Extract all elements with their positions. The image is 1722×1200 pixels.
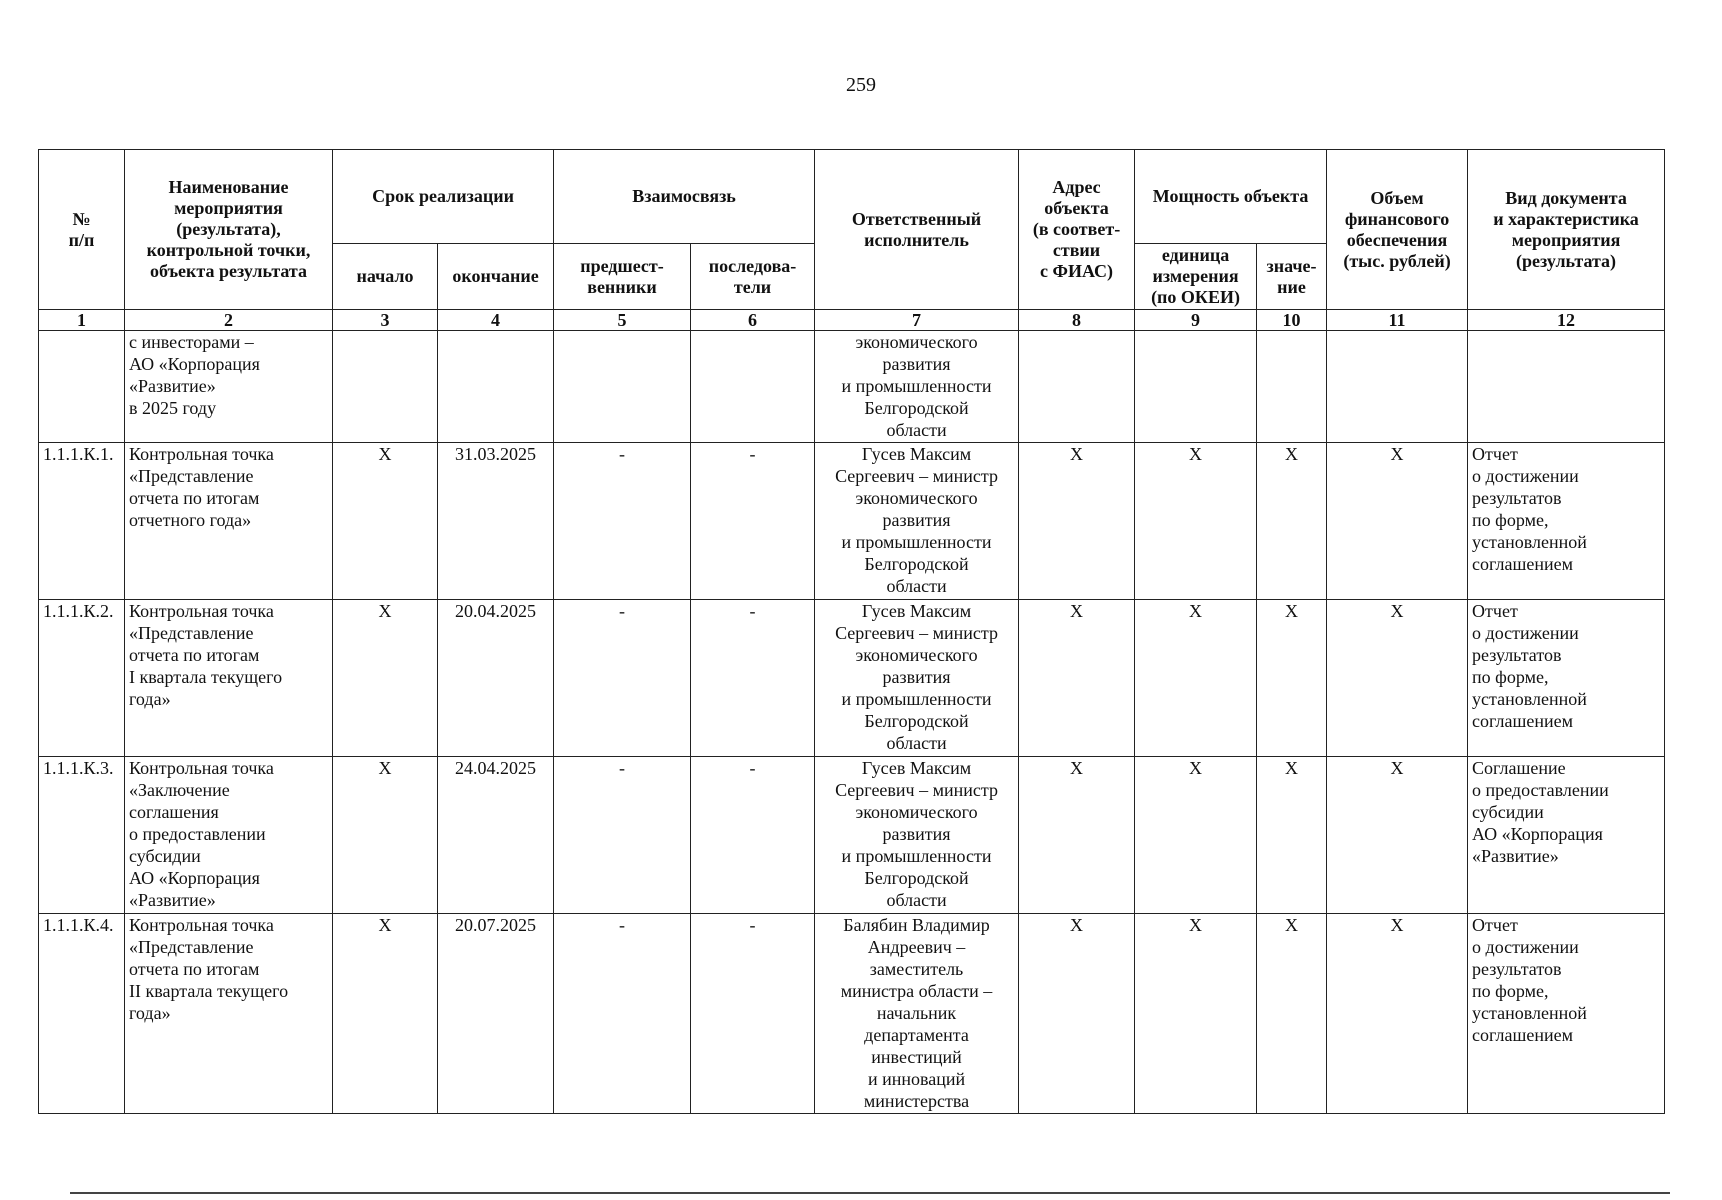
header-unit: единица измерения (по ОКЕИ) bbox=[1135, 244, 1257, 310]
cell-num: 1.1.1.К.4. bbox=[39, 914, 125, 1114]
cell-doc: Отчет о достижении результатов по форме, установленной соглашением bbox=[1468, 600, 1665, 757]
cell-unit bbox=[1135, 331, 1257, 443]
column-number: 11 bbox=[1327, 310, 1468, 331]
cell-successors: - bbox=[691, 443, 815, 600]
column-number: 6 bbox=[691, 310, 815, 331]
cell-executor: Гусев Максим Сергеевич – министр экономического развития и промышленности Белгородской области bbox=[815, 443, 1019, 600]
cell-end: 31.03.2025 bbox=[438, 443, 554, 600]
cell-unit: X bbox=[1135, 757, 1257, 914]
cell-finance: X bbox=[1327, 600, 1468, 757]
cell-predecessors: - bbox=[554, 757, 691, 914]
cell-finance: X bbox=[1327, 914, 1468, 1114]
cell-start: X bbox=[333, 600, 438, 757]
column-number: 5 bbox=[554, 310, 691, 331]
cell-value: X bbox=[1257, 914, 1327, 1114]
column-number: 7 bbox=[815, 310, 1019, 331]
header-address: Адрес объекта (в соответ- ствии с ФИАС) bbox=[1019, 150, 1135, 310]
cell-num: 1.1.1.К.1. bbox=[39, 443, 125, 600]
cell-start: X bbox=[333, 757, 438, 914]
header-predecessors: предшест- венники bbox=[554, 244, 691, 310]
cell-start: X bbox=[333, 443, 438, 600]
cell-doc: Отчет о достижении результатов по форме, установленной соглашением bbox=[1468, 443, 1665, 600]
page-number: 259 bbox=[846, 74, 876, 96]
cell-executor: Гусев Максим Сергеевич – министр экономического развития и промышленности Белгородской области bbox=[815, 757, 1019, 914]
cell-unit: X bbox=[1135, 443, 1257, 600]
cell-name: Контрольная точка «Заключение соглашения о предоставлении субсидии АО «Корпорация «Развитие» bbox=[125, 757, 333, 914]
header-capacity: Мощность объекта bbox=[1135, 150, 1327, 244]
cell-num: 1.1.1.К.3. bbox=[39, 757, 125, 914]
cell-unit: X bbox=[1135, 914, 1257, 1114]
header-term-end: окончание bbox=[438, 244, 554, 310]
header-term-start: начало bbox=[333, 244, 438, 310]
cell-predecessors: - bbox=[554, 443, 691, 600]
header-finance: Объем финансового обеспечения (тыс. рублей) bbox=[1327, 150, 1468, 310]
column-number: 8 bbox=[1019, 310, 1135, 331]
column-number: 4 bbox=[438, 310, 554, 331]
cell-executor: Гусев Максим Сергеевич – министр экономического развития и промышленности Белгородской области bbox=[815, 600, 1019, 757]
cell-start: X bbox=[333, 914, 438, 1114]
cell-doc: Соглашение о предоставлении субсидии АО «Корпорация «Развитие» bbox=[1468, 757, 1665, 914]
cell-value: X bbox=[1257, 443, 1327, 600]
header-name: Наименование мероприятия (результата), контрольной точки, объекта результата bbox=[125, 150, 333, 310]
header-num: № п/п bbox=[39, 150, 125, 310]
cell-end bbox=[438, 331, 554, 443]
column-number-row bbox=[39, 310, 1665, 331]
cell-name: с инвесторами – АО «Корпорация «Развитие» в 2025 году bbox=[125, 331, 333, 443]
table-header bbox=[39, 150, 1665, 331]
cell-value: X bbox=[1257, 757, 1327, 914]
cell-executor: Балябин Владимир Андреевич – заместитель министра области – начальник департамента инвестиций и инноваций министерства bbox=[815, 914, 1019, 1114]
cell-name: Контрольная точка «Представление отчета по итогам I квартала текущего года» bbox=[125, 600, 333, 757]
column-number: 2 bbox=[125, 310, 333, 331]
table-row bbox=[39, 757, 1665, 914]
cell-finance: X bbox=[1327, 443, 1468, 600]
cell-predecessors: - bbox=[554, 600, 691, 757]
cell-successors bbox=[691, 331, 815, 443]
cell-address: X bbox=[1019, 443, 1135, 600]
cell-doc: Отчет о достижении результатов по форме, установленной соглашением bbox=[1468, 914, 1665, 1114]
cell-end: 24.04.2025 bbox=[438, 757, 554, 914]
cell-address: X bbox=[1019, 600, 1135, 757]
table-row bbox=[39, 914, 1665, 1114]
cell-name: Контрольная точка «Представление отчета по итогам II квартала текущего года» bbox=[125, 914, 333, 1114]
cell-unit: X bbox=[1135, 600, 1257, 757]
cell-num bbox=[39, 331, 125, 443]
cell-address: X bbox=[1019, 914, 1135, 1114]
cell-successors: - bbox=[691, 914, 815, 1114]
cell-doc bbox=[1468, 331, 1665, 443]
table-row bbox=[39, 600, 1665, 757]
column-number: 3 bbox=[333, 310, 438, 331]
column-number: 10 bbox=[1257, 310, 1327, 331]
cell-successors: - bbox=[691, 757, 815, 914]
cell-value bbox=[1257, 331, 1327, 443]
table-row bbox=[39, 331, 1665, 443]
header-executor: Ответственный исполнитель bbox=[815, 150, 1019, 310]
cell-num: 1.1.1.К.2. bbox=[39, 600, 125, 757]
events-table bbox=[38, 149, 1665, 1114]
header-value: значе- ние bbox=[1257, 244, 1327, 310]
cell-executor: экономического развития и промышленности Белгородской области bbox=[815, 331, 1019, 443]
header-relation: Взаимосвязь bbox=[554, 150, 815, 244]
cell-predecessors bbox=[554, 331, 691, 443]
cell-predecessors: - bbox=[554, 914, 691, 1114]
cell-value: X bbox=[1257, 600, 1327, 757]
cell-finance: X bbox=[1327, 757, 1468, 914]
cell-address: X bbox=[1019, 757, 1135, 914]
column-number: 9 bbox=[1135, 310, 1257, 331]
bottom-rule bbox=[70, 1192, 1670, 1194]
cell-successors: - bbox=[691, 600, 815, 757]
header-term: Срок реализации bbox=[333, 150, 554, 244]
cell-end: 20.04.2025 bbox=[438, 600, 554, 757]
header-successors: последова- тели bbox=[691, 244, 815, 310]
cell-start bbox=[333, 331, 438, 443]
cell-end: 20.07.2025 bbox=[438, 914, 554, 1114]
header-doc: Вид документа и характеристика мероприятия (результата) bbox=[1468, 150, 1665, 310]
cell-address bbox=[1019, 331, 1135, 443]
column-number: 12 bbox=[1468, 310, 1665, 331]
cell-name: Контрольная точка «Представление отчета по итогам отчетного года» bbox=[125, 443, 333, 600]
table-row bbox=[39, 443, 1665, 600]
column-number: 1 bbox=[39, 310, 125, 331]
cell-finance bbox=[1327, 331, 1468, 443]
